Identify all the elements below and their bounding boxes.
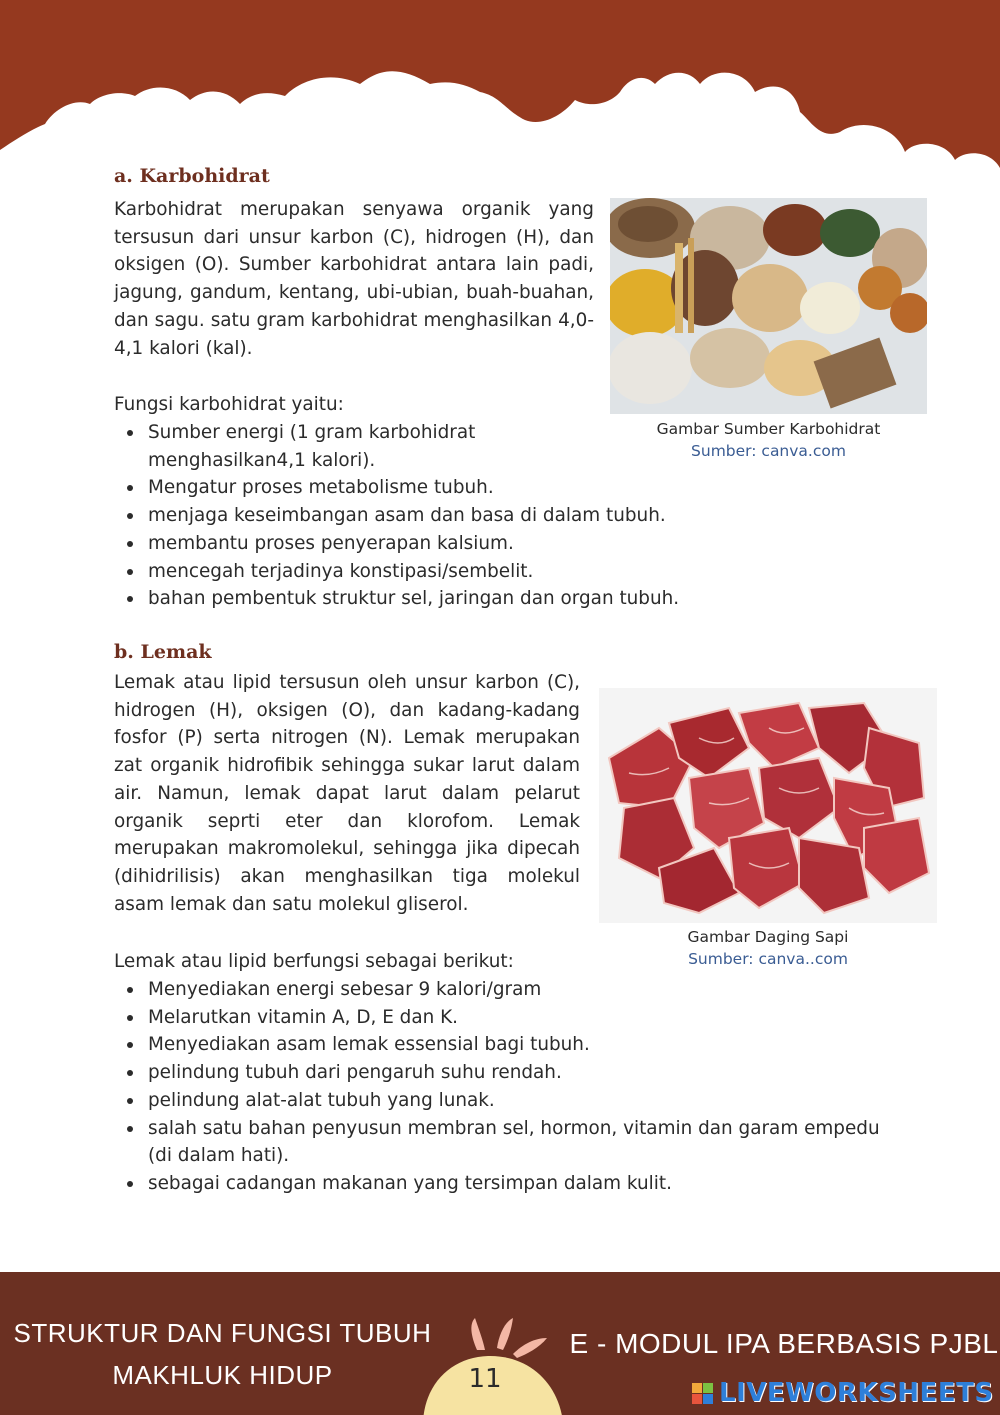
page-footer <box>0 1272 1000 1415</box>
list-item: sebagai cadangan makanan yang tersimpan dalam kulit. <box>124 1170 904 1198</box>
header-wave-decoration <box>0 0 1000 175</box>
image-caption: Gambar Daging Sapi <box>687 928 849 946</box>
liveworksheets-logo-icon <box>692 1383 713 1404</box>
fat-function-list <box>124 976 904 1198</box>
list-item: Sumber energi (1 gram karbohidrat menghasilkan4,1 kalori). <box>124 419 528 474</box>
carbohydrate-paragraph: Karbohidrat merupakan senyawa organik yang tersusun dari unsur karbon (C), hidrogen (H), dan oksigen (O). Sumber karbohidrat antara lain padi, jagung, gandum, kentang, ubi-ubian, buah-buahan, dan sagu. satu gram karbohidrat menghasilkan 4,0- 4,1 kalori (kal). <box>114 199 594 359</box>
list-item: Mengatur proses metabolisme tubuh. <box>124 474 944 502</box>
fat-paragraph: Lemak atau lipid tersusun oleh unsur karbon (C), hidrogen (H), oksigen (O), dan kadang-kadang fosfor (P) serta nitrogen (N). Lemak merupakan zat organik hidrofibik sehingga sukar larut dalam air. Namun, lemak dapat larut dalam pelarut organik seprti eter dan klorofom. Lemak merupakan makromolekul, sehingga jika dipecah (dihidrilisis) akan menghasilkan tiga molekul asam lemak dan satu molekul gliserol. <box>114 672 580 915</box>
list-item: mencegah terjadinya konstipasi/sembelit. <box>124 558 944 586</box>
list-item: membantu proses penyerapan kalsium. <box>124 530 944 558</box>
carbohydrate-sources-photo <box>610 198 927 414</box>
brand-name: LIVEWORKSHEETS <box>719 1378 994 1408</box>
image-caption: Gambar Sumber Karbohidrat <box>656 420 881 438</box>
module-topic-line1: STRUKTUR DAN FUNGSI TUBUH <box>13 1318 432 1348</box>
image-source: Sumber: canva.com <box>691 442 846 460</box>
list-item: pelindung alat-alat tubuh yang lunak. <box>124 1087 904 1115</box>
list-item: bahan pembentuk struktur sel, jaringan dan organ tubuh. <box>124 585 944 613</box>
page-number: 11 <box>468 1364 502 1394</box>
fat-function-intro: Lemak atau lipid berfungsi sebagai berikut: <box>114 951 514 972</box>
liveworksheets-brand <box>692 1378 994 1408</box>
carbohydrate-function-intro: Fungsi karbohidrat yaitu: <box>114 394 344 415</box>
beef-photo <box>599 688 937 923</box>
list-item: Melarutkan vitamin A, D, E dan K. <box>124 1004 904 1032</box>
list-item: Menyediakan energi sebesar 9 kalori/gram <box>124 976 904 1004</box>
list-item: salah satu bahan penyusun membran sel, hormon, vitamin dan garam empedu (di dalam hati). <box>124 1115 904 1170</box>
carbohydrate-photo-caption <box>610 418 927 462</box>
beef-photo-caption <box>599 926 937 970</box>
module-topic <box>0 1312 445 1396</box>
section-title-fat: b. Lemak <box>114 641 212 663</box>
module-title: E - MODUL IPA BERBASIS PJBL <box>569 1328 999 1359</box>
list-item: pelindung tubuh dari pengaruh suhu rendah. <box>124 1059 904 1087</box>
section-title-carbohydrate: a. Karbohidrat <box>114 165 270 187</box>
list-item: Menyediakan asam lemak essensial bagi tubuh. <box>124 1031 904 1059</box>
image-source: Sumber: canva..com <box>688 950 848 968</box>
module-topic-line2: MAKHLUK HIDUP <box>112 1360 333 1390</box>
list-item: menjaga keseimbangan asam dan basa di dalam tubuh. <box>124 502 944 530</box>
